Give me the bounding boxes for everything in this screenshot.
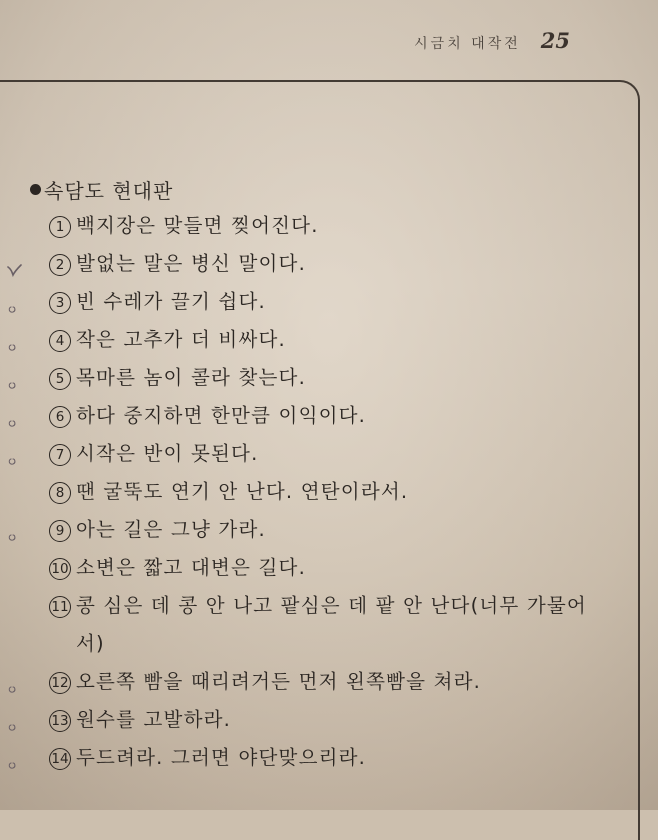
pencil-circle-mark-icon: [6, 529, 22, 543]
pencil-circle-mark-icon: [6, 719, 22, 733]
circled-number: 11: [49, 596, 71, 618]
proverb-text: 소변은 짧고 대변은 길다.: [76, 556, 306, 579]
pencil-circle-mark-icon: [6, 415, 22, 429]
proverb-text: 빈 수레가 끌기 쉽다.: [76, 290, 266, 313]
proverb-text: 시작은 반이 못된다.: [76, 442, 259, 465]
proverb-item: [30, 587, 630, 663]
circled-number: 8: [49, 482, 71, 504]
circled-number: 10: [49, 558, 71, 580]
proverb-item: [30, 207, 630, 245]
proverb-item: [30, 739, 630, 777]
pencil-circle-mark-icon: [6, 681, 22, 695]
circled-number: 7: [49, 444, 71, 466]
proverb-text: 땐 굴뚝도 연기 안 난다. 연탄이라서.: [76, 480, 409, 503]
proverb-item: [30, 321, 630, 359]
circled-number: 14: [49, 748, 71, 770]
circled-number: 1: [49, 216, 71, 238]
pencil-circle-mark-icon: [6, 301, 22, 315]
chapter-title: 시금치 대작전: [414, 36, 521, 52]
circled-number: 3: [49, 292, 71, 314]
proverb-text: 발없는 말은 병신 말이다.: [76, 252, 306, 275]
proverb-item: [30, 473, 630, 511]
bullet-dot-icon: [30, 184, 41, 195]
pencil-check-mark-icon: [6, 263, 22, 277]
proverb-item: [30, 663, 630, 701]
proverb-item: [30, 359, 630, 397]
pencil-circle-mark-icon: [6, 453, 22, 467]
proverb-text: 목마른 놈이 콜라 찾는다.: [76, 366, 306, 389]
proverb-item: [30, 397, 630, 435]
section-heading: [30, 174, 630, 204]
pencil-circle-mark-icon: [6, 757, 22, 771]
proverb-item: [30, 701, 630, 739]
proverb-section: [30, 174, 630, 777]
circled-number: 9: [49, 520, 71, 542]
circled-number: 2: [49, 254, 71, 276]
proverb-text: 하다 중지하면 한만큼 이익이다.: [76, 404, 367, 427]
circled-number: 6: [49, 406, 71, 428]
proverb-text: 원수를 고발하라.: [76, 708, 232, 731]
circled-number: 4: [49, 330, 71, 352]
proverb-item: [30, 511, 630, 549]
proverb-item: [30, 549, 630, 587]
proverb-text: 백지장은 맞들면 찢어진다.: [76, 214, 319, 237]
pencil-circle-mark-icon: [6, 377, 22, 391]
proverb-text: 두드려라. 그러면 야단맞으리라.: [76, 746, 367, 769]
proverb-item: [30, 245, 630, 283]
circled-number: 5: [49, 368, 71, 390]
running-header: [414, 28, 570, 53]
proverb-list: [30, 207, 630, 777]
proverb-text: 콩 심은 데 콩 안 나고 팥심은 데 팥 안 난다(너무 가물어서): [76, 594, 587, 655]
section-heading-text: 속담도 현대판: [44, 178, 174, 203]
circled-number: 13: [49, 710, 71, 732]
proverb-text: 작은 고추가 더 비싸다.: [76, 328, 286, 351]
proverb-text: 아는 길은 그냥 가라.: [76, 518, 266, 541]
proverb-item: [30, 435, 630, 473]
page-number: 25: [540, 28, 570, 53]
proverb-item: [30, 283, 630, 321]
circled-number: 12: [49, 672, 71, 694]
proverb-text: 오른쪽 빰을 때리려거든 먼저 왼쪽빰을 쳐라.: [76, 670, 482, 693]
pencil-circle-mark-icon: [6, 339, 22, 353]
